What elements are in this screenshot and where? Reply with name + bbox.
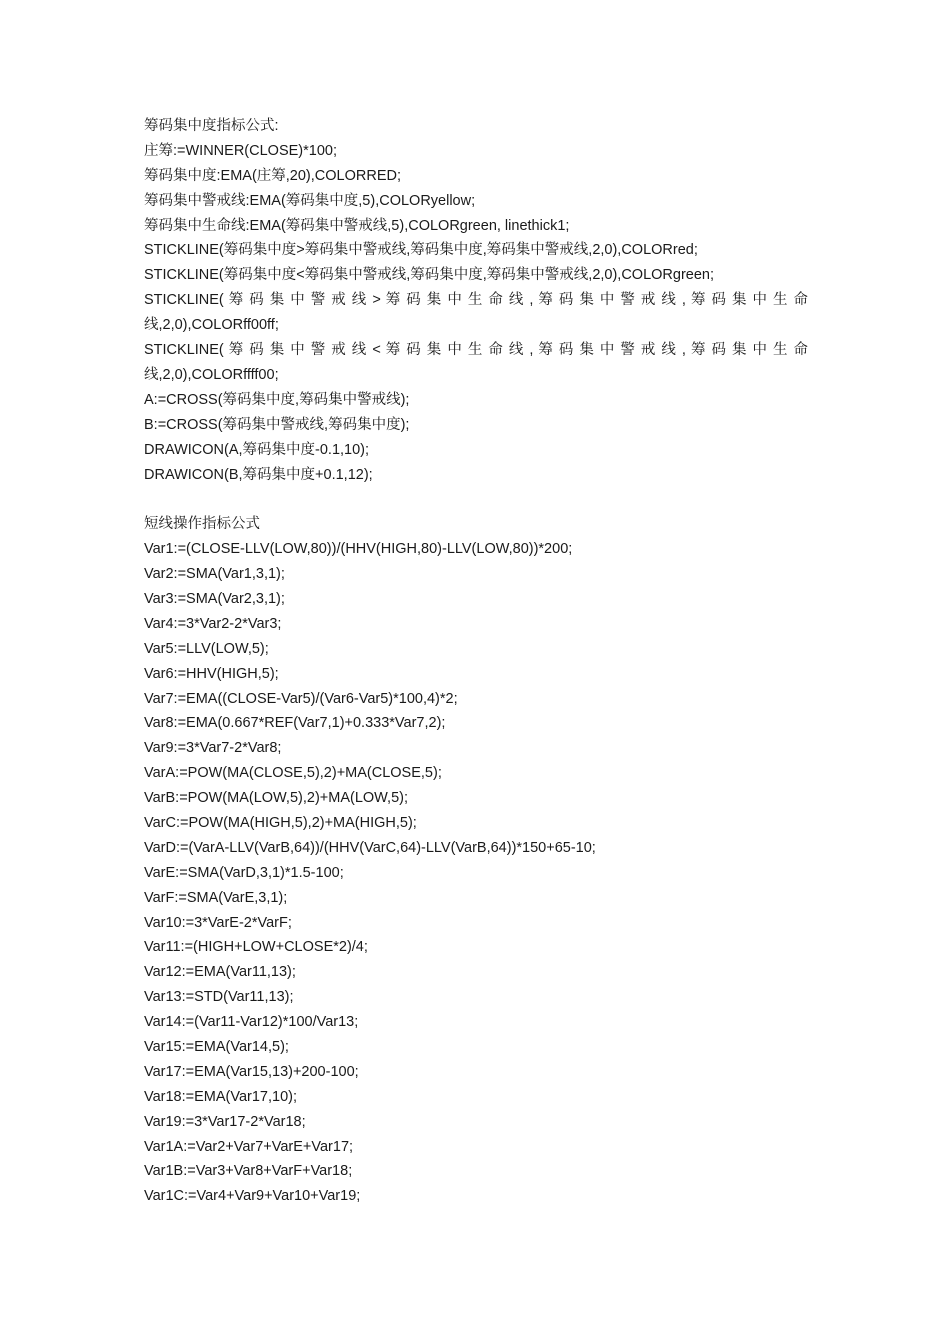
formula-line: Var2:=SMA(Var1,3,1); [144,566,285,583]
formula-line: 筹码集中警戒线:EMA(筹码集中度,5),COLORyellow; [144,192,476,209]
formula-line: Var13:=STD(Var11,13); [144,989,294,1006]
formula-line: VarD:=(VarA-LLV(VarB,64))/(HHV(VarC,64)-LLV(VarB,64))*150+65-10; [144,839,596,856]
formula-line: A:=CROSS(筹码集中度,筹码集中警戒线); [144,391,410,408]
formula-line: STICKLINE(筹码集中度<筹码集中警戒线,筹码集中度,筹码集中警戒线,2,0),COLORgreen; [144,267,715,284]
formula-line: DRAWICON(A,筹码集中度-0.1,10); [144,441,370,458]
section1-heading: 筹码集中度指标公式: [144,118,279,134]
formula-line: Var12:=EMA(Var11,13); [144,964,296,981]
section-spacer [144,487,808,512]
formula-line: Var10:=3*VarE-2*VarF; [144,914,292,931]
formula-line: Var19:=3*Var17-2*Var18; [144,1113,306,1130]
formula-line: VarF:=SMA(VarE,3,1); [144,889,288,906]
formula-line: Var15:=EMA(Var14,5); [144,1038,289,1055]
section2-heading: 短线操作指标公式 [144,516,260,533]
formula-line: Var7:=EMA((CLOSE-Var5)/(Var6-Var5)*100,4)*2; [144,690,458,707]
formula-line: DRAWICON(B,筹码集中度+0.1,12); [144,466,373,483]
section2-formula-list [144,537,808,1209]
formula-line: Var1:=(CLOSE-LLV(LOW,80))/(HHV(HIGH,80)-LLV(LOW,80))*200; [144,541,573,558]
formula-line: VarA:=POW(MA(CLOSE,5),2)+MA(CLOSE,5); [144,765,442,782]
formula-line: VarC:=POW(MA(HIGH,5),2)+MA(HIGH,5); [144,814,417,831]
formula-line: Var4:=3*Var2-2*Var3; [144,615,282,632]
formula-line: Var17:=EMA(Var15,13)+200-100; [144,1063,359,1080]
formula-line: Var9:=3*Var7-2*Var8; [144,740,282,757]
formula-line: Var6:=HHV(HIGH,5); [144,665,279,682]
formula-line: B:=CROSS(筹码集中警戒线,筹码集中度); [144,416,410,433]
formula-line-wrapped: STICKLINE( 筹 码 集 中 警 戒 线 > 筹 码 集 中 生 命 线 , 筹 码 集 中 警 戒 线 , 筹 码 集 中 生 命 [144,292,808,309]
formula-line: Var1B:=Var3+Var8+VarF+Var18; [144,1163,353,1180]
formula-line: Var18:=EMA(Var17,10); [144,1088,297,1105]
formula-line-wrapped: STICKLINE( 筹 码 集 中 警 戒 线 < 筹 码 集 中 生 命 线 , 筹 码 集 中 警 戒 线 , 筹 码 集 中 生 命 [144,342,808,359]
formula-line-continuation: 线,2,0),COLORffff00; [144,366,279,383]
formula-line: VarE:=SMA(VarD,3,1)*1.5-100; [144,864,344,881]
formula-line: 筹码集中生命线:EMA(筹码集中警戒线,5),COLORgreen, linethick1; [144,217,570,234]
formula-line: Var1C:=Var4+Var9+Var10+Var19; [144,1188,361,1205]
formula-line: Var5:=LLV(LOW,5); [144,640,269,657]
formula-line: Var1A:=Var2+Var7+VarE+Var17; [144,1138,354,1155]
document-body [144,114,808,1209]
formula-line: 庄筹:=WINNER(CLOSE)*100; [144,142,337,159]
formula-line: Var8:=EMA(0.667*REF(Var7,1)+0.333*Var7,2); [144,715,446,732]
formula-line: Var14:=(Var11-Var12)*100/Var13; [144,1014,359,1031]
formula-line: VarB:=POW(MA(LOW,5),2)+MA(LOW,5); [144,790,408,807]
formula-line: Var11:=(HIGH+LOW+CLOSE*2)/4; [144,939,368,956]
formula-line: STICKLINE(筹码集中度>筹码集中警戒线,筹码集中度,筹码集中警戒线,2,0),COLORred; [144,242,698,259]
formula-line: 筹码集中度:EMA(庄筹,20),COLORRED; [144,167,401,184]
formula-line-continuation: 线,2,0),COLORff00ff; [144,317,279,334]
formula-line: Var3:=SMA(Var2,3,1); [144,590,285,607]
